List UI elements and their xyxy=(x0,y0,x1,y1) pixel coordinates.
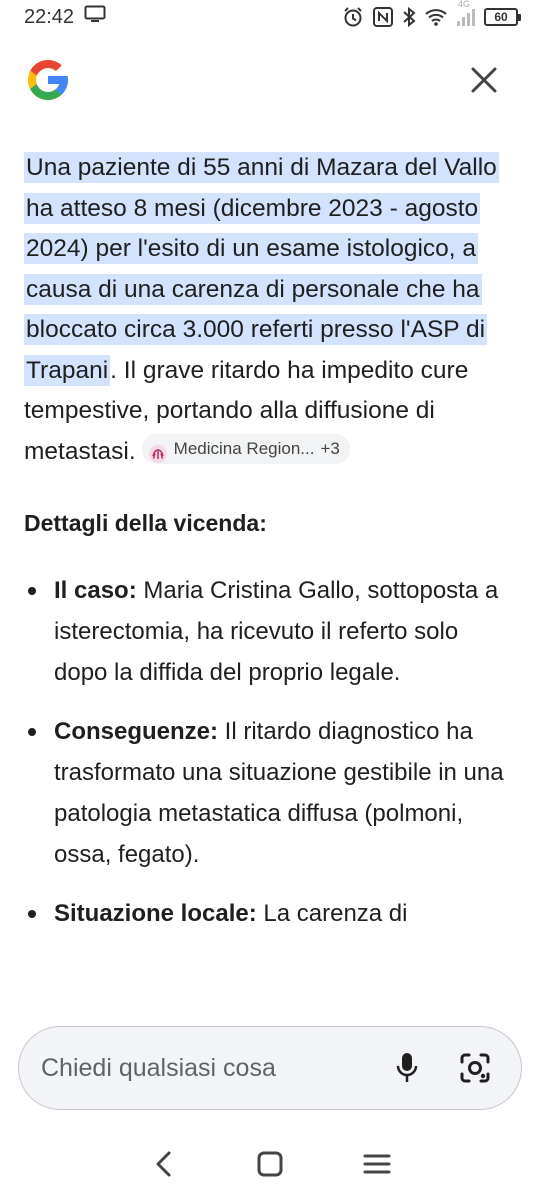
camera-lens-icon xyxy=(459,1052,491,1084)
answer-rest-text: . Il grave ritardo ha impedito cure tempestive, portando alla diffusione di metastasi. xyxy=(24,356,469,465)
voice-search-button[interactable] xyxy=(383,1044,431,1092)
source-chip[interactable] xyxy=(142,434,350,464)
menu-icon xyxy=(363,1153,391,1175)
wifi-icon xyxy=(424,7,448,27)
details-list xyxy=(24,570,518,934)
system-nav-bar xyxy=(0,1136,540,1192)
alarm-icon xyxy=(342,6,364,28)
answer-summary xyxy=(24,148,518,472)
battery-icon xyxy=(484,8,518,26)
close-icon xyxy=(471,67,497,93)
details-title: Dettagli della vicenda: xyxy=(24,510,267,536)
bluetooth-icon xyxy=(402,6,416,28)
search-bar[interactable] xyxy=(18,1026,522,1110)
ai-answer xyxy=(24,148,518,952)
home-square-icon xyxy=(257,1151,283,1177)
content-fade xyxy=(0,990,540,1020)
list-item-label: Conseguenze: xyxy=(54,718,219,745)
list-item xyxy=(24,893,518,934)
cell-signal-icon xyxy=(456,0,476,27)
network-type-label: 4G xyxy=(458,0,471,9)
list-item-label: Situazione locale: xyxy=(54,900,257,927)
search-input[interactable]: Chiedi qualsiasi cosa xyxy=(41,1053,276,1082)
source-logo-icon xyxy=(148,439,168,459)
source-chip-label: Medicina Region... xyxy=(173,438,315,458)
list-item xyxy=(24,570,518,693)
recents-menu-button[interactable] xyxy=(357,1144,397,1184)
close-button[interactable] xyxy=(466,62,502,98)
lens-search-button[interactable] xyxy=(451,1044,499,1092)
screen-cast-icon xyxy=(84,5,106,29)
back-chevron-icon xyxy=(153,1150,173,1178)
header xyxy=(0,50,540,110)
source-chip-extra: +3 xyxy=(320,438,340,458)
status-time: 22:42 xyxy=(24,5,75,28)
nfc-icon xyxy=(372,6,394,28)
back-button[interactable] xyxy=(143,1144,183,1184)
microphone-icon xyxy=(395,1051,419,1085)
status-bar xyxy=(0,0,540,34)
home-button[interactable] xyxy=(250,1144,290,1184)
highlighted-text[interactable]: Una paziente di 55 anni di Mazara del Vallo ha atteso 8 mesi (dicembre 2023 - agosto 2024) per l'esito di un esame istologico, a causa di una carenza di personale che ha bloccato circa 3.000 referti presso l'ASP di Trapani xyxy=(26,154,497,384)
list-item-label: Il caso: xyxy=(54,577,137,604)
list-item-text: Maria Cristina Gallo, sottoposta a isterectomia, ha ricevuto il referto solo dopo la diffida del proprio legale. xyxy=(54,577,499,686)
list-item-text: Il ritardo diagnostico ha trasformato una situazione gestibile in una patologia metastatica diffusa (polmoni, ossa, fegato). xyxy=(54,718,504,868)
list-item-text: La carenza di xyxy=(256,900,408,927)
battery-level: 60 xyxy=(494,10,508,24)
list-item xyxy=(24,711,518,875)
google-g-icon[interactable] xyxy=(24,56,72,104)
